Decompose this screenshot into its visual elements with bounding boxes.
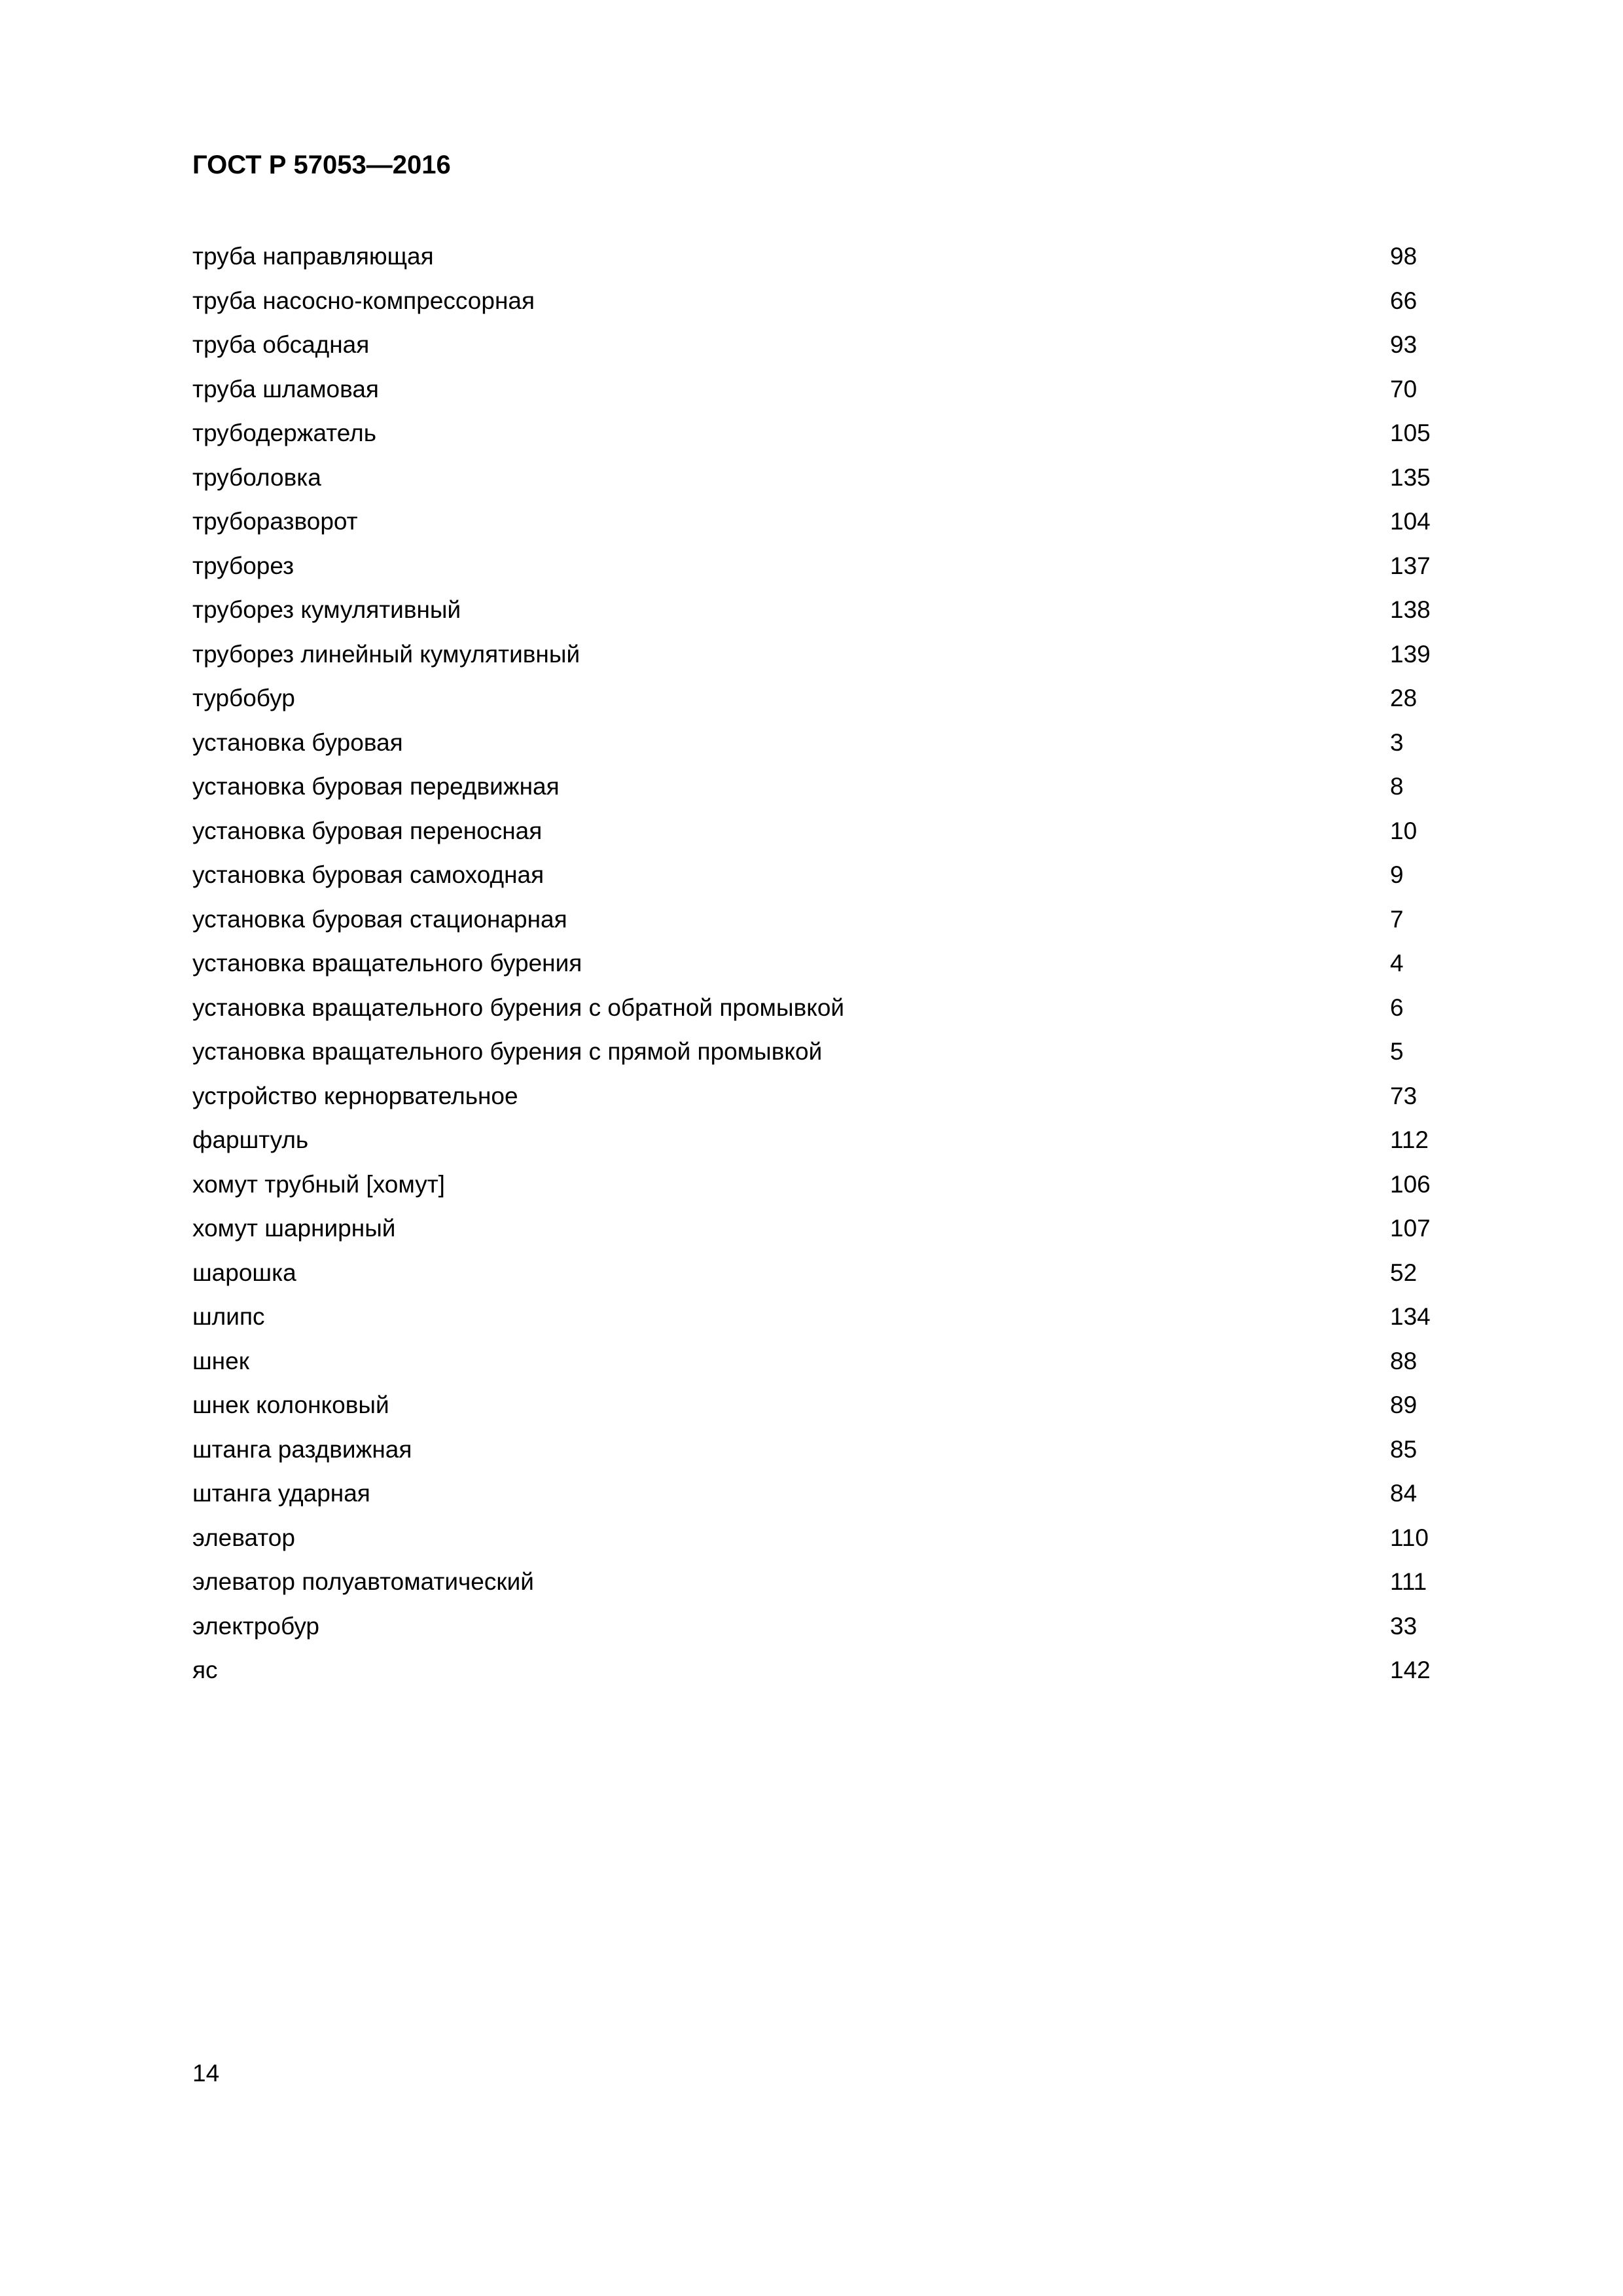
index-entry bbox=[192, 323, 1436, 367]
index-term: установка буровая переносная bbox=[192, 817, 543, 844]
index-entry bbox=[192, 499, 1436, 544]
index-term: труба обсадная bbox=[192, 331, 370, 358]
index-term: электробур bbox=[192, 1612, 319, 1640]
index-term-number: 52 bbox=[1390, 1259, 1418, 1286]
index-term-number: 98 bbox=[1390, 243, 1418, 270]
index-term: шнек bbox=[192, 1347, 249, 1374]
index-term-number: 7 bbox=[1390, 905, 1404, 933]
index-entry bbox=[192, 1604, 1436, 1649]
index-term-number: 138 bbox=[1390, 596, 1431, 623]
index-term-number: 107 bbox=[1390, 1215, 1431, 1242]
index-term-number: 89 bbox=[1390, 1391, 1418, 1418]
index-entry bbox=[192, 632, 1436, 677]
index-entry bbox=[192, 1295, 1436, 1339]
index-entry bbox=[192, 544, 1436, 588]
index-term-number: 110 bbox=[1390, 1524, 1429, 1551]
index-entry bbox=[192, 1648, 1436, 1693]
index-term: хомут трубный [хомут] bbox=[192, 1170, 445, 1198]
index-term: фарштуль bbox=[192, 1126, 309, 1153]
index-entry bbox=[192, 1206, 1436, 1251]
index-term: хомут шарнирный bbox=[192, 1215, 396, 1242]
index-term: установка вращательного бурения с прямой промывкой bbox=[192, 1038, 823, 1065]
index-term-number: 106 bbox=[1390, 1170, 1431, 1198]
index-term-number: 70 bbox=[1390, 375, 1418, 403]
index-entry bbox=[192, 897, 1436, 942]
index-term-number: 66 bbox=[1390, 287, 1418, 314]
index-term-number: 135 bbox=[1390, 463, 1431, 491]
index-term: шлипс bbox=[192, 1303, 265, 1330]
index-term: яс bbox=[192, 1657, 218, 1683]
index-term: турбобур bbox=[192, 685, 295, 711]
index-term-number: 8 bbox=[1390, 773, 1404, 800]
index-term-number: 3 bbox=[1390, 728, 1404, 756]
index-term-number: 84 bbox=[1390, 1480, 1418, 1507]
index-term: труборез кумулятивный bbox=[192, 596, 461, 623]
index-entry bbox=[192, 1383, 1436, 1427]
index-entry bbox=[192, 456, 1436, 500]
index-entry bbox=[192, 721, 1436, 765]
index-entry bbox=[192, 764, 1436, 809]
index-term-number: 6 bbox=[1390, 994, 1404, 1021]
index-entry bbox=[192, 941, 1436, 986]
index-term: труба шламовая bbox=[192, 375, 379, 403]
index-term-number: 142 bbox=[1390, 1657, 1431, 1683]
index-term: установка буровая передвижная bbox=[192, 773, 560, 800]
index-term-number: 73 bbox=[1390, 1082, 1418, 1109]
index-entry bbox=[192, 411, 1436, 456]
index-term: устройство кернорвательное bbox=[192, 1082, 518, 1109]
index-entry bbox=[192, 1030, 1436, 1074]
index-entry bbox=[192, 1560, 1436, 1604]
term-index-list bbox=[192, 234, 1436, 1693]
index-entry bbox=[192, 1339, 1436, 1384]
index-term-number: 5 bbox=[1390, 1038, 1404, 1065]
index-term: штанга ударная bbox=[192, 1480, 370, 1507]
index-term: трубодержатель bbox=[192, 420, 376, 446]
index-entry bbox=[192, 676, 1436, 721]
index-term: элеватор полуавтоматический bbox=[192, 1568, 534, 1595]
index-entry bbox=[192, 1516, 1436, 1560]
index-term-number: 28 bbox=[1390, 685, 1418, 711]
index-entry bbox=[192, 1118, 1436, 1162]
index-term: установка вращательного бурения bbox=[192, 950, 582, 977]
index-entry bbox=[192, 986, 1436, 1030]
document-title: ГОСТ Р 57053—2016 bbox=[192, 151, 451, 179]
index-entry bbox=[192, 853, 1436, 897]
index-entry bbox=[192, 367, 1436, 412]
index-entry bbox=[192, 1074, 1436, 1119]
index-term: элеватор bbox=[192, 1524, 295, 1551]
index-term-number: 10 bbox=[1390, 817, 1418, 844]
index-term: труборез bbox=[192, 552, 294, 579]
index-term: труба насосно-компрессорная bbox=[192, 287, 535, 314]
index-entry bbox=[192, 588, 1436, 632]
index-term-number: 139 bbox=[1390, 640, 1431, 668]
index-term-number: 33 bbox=[1390, 1612, 1418, 1640]
index-term: установка буровая стационарная bbox=[192, 905, 567, 933]
index-entry bbox=[192, 279, 1436, 323]
index-term: установка вращательного бурения с обратной промывкой bbox=[192, 994, 845, 1021]
index-entry bbox=[192, 809, 1436, 853]
index-entry bbox=[192, 1427, 1436, 1472]
index-term: труборазворот bbox=[192, 508, 358, 535]
index-term: установка буровая bbox=[192, 728, 403, 756]
index-term-number: 9 bbox=[1390, 861, 1404, 888]
index-term: труболовка bbox=[192, 463, 321, 491]
index-term-number: 111 bbox=[1390, 1568, 1427, 1595]
index-term: труборез линейный кумулятивный bbox=[192, 640, 580, 668]
index-term: штанга раздвижная bbox=[192, 1435, 412, 1463]
index-entry bbox=[192, 1162, 1436, 1207]
index-term: шнек колонковый bbox=[192, 1391, 389, 1418]
index-term-number: 112 bbox=[1390, 1126, 1429, 1153]
index-entry bbox=[192, 234, 1436, 279]
index-term-number: 93 bbox=[1390, 331, 1418, 358]
index-entry bbox=[192, 1471, 1436, 1516]
index-term-number: 88 bbox=[1390, 1347, 1418, 1374]
index-term: труба направляющая bbox=[192, 243, 434, 270]
index-entry bbox=[192, 1251, 1436, 1295]
index-term-number: 85 bbox=[1390, 1435, 1418, 1463]
page-number: 14 bbox=[192, 2060, 220, 2087]
index-term-number: 105 bbox=[1390, 420, 1431, 446]
index-term-number: 104 bbox=[1390, 508, 1431, 535]
index-term: установка буровая самоходная bbox=[192, 861, 544, 888]
index-term-number: 134 bbox=[1390, 1303, 1431, 1330]
index-term-number: 137 bbox=[1390, 552, 1431, 579]
index-term: шарошка bbox=[192, 1259, 296, 1286]
index-term-number: 4 bbox=[1390, 950, 1404, 977]
